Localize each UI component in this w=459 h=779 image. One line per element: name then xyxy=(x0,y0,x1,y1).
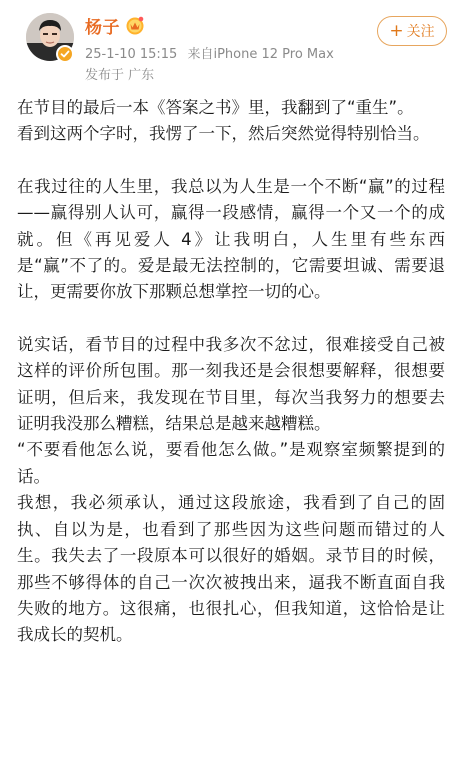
verified-badge-icon xyxy=(56,45,74,63)
post-date: 25-1-10 15:15 xyxy=(85,47,178,62)
post-paragraph: 我想，我必须承认，通过这段旅途，我看到了自己的固执、自以为是，也看到了那些因为这些问题而错过的人生。我失去了一段原本可以很好的婚姻。录节目的时候，那些不够得体的自己一次次被拽出来，逼我不断直面自我失败的地方。这很痛，也很扎心，但我知道，这恰恰是让我成长的契机。 xyxy=(17,493,445,645)
post-source[interactable]: 来自iPhone 12 Pro Max xyxy=(187,47,334,62)
paragraph-gap xyxy=(17,306,445,332)
post-paragraph: 看到这两个字时，我愣了一下，然后突然觉得特别恰当。 xyxy=(17,124,430,144)
post-paragraph: 在节目的最后一本《答案之书》里，我翻到了“重生”。 xyxy=(17,98,414,117)
username[interactable]: 杨子 xyxy=(85,18,120,38)
follow-button[interactable] xyxy=(377,16,447,46)
post-paragraph: 在我过往的人生里，我总以为人生是一个不断“赢”的过程——赢得别人认可，赢得一段感情，赢得一个又一个的成就。但《再见爱人 4》让我明白，人生里有些东西是“赢”不了的。爱是最无法控制的，它需要坦诚、需要退让，更需要你放下那颗总想掌控一切的心。 xyxy=(17,176,445,302)
paragraph-gap xyxy=(17,148,445,174)
post-meta xyxy=(85,43,340,62)
vip-crown-icon[interactable] xyxy=(124,15,146,35)
post-paragraph: 说实话，看节目的过程中我多次不忿过，很难接受自己被这样的评价所包围。那一刻我还是会很想要解释，很想要证明，但后来，我发现在节目里，每次当我努力的想要去证明我没那么糟糕，结果总是越来越糟糕。 xyxy=(17,334,445,434)
post-paragraph: “不要看他怎么说，要看他怎么做。”是观察室频繁提到的话。 xyxy=(17,440,445,486)
post-body xyxy=(17,95,445,649)
follow-button-label: 关注 xyxy=(406,24,435,40)
plus-icon: + xyxy=(389,20,404,41)
post-header xyxy=(0,0,459,92)
post-location: 发布于 广东 xyxy=(85,68,155,83)
